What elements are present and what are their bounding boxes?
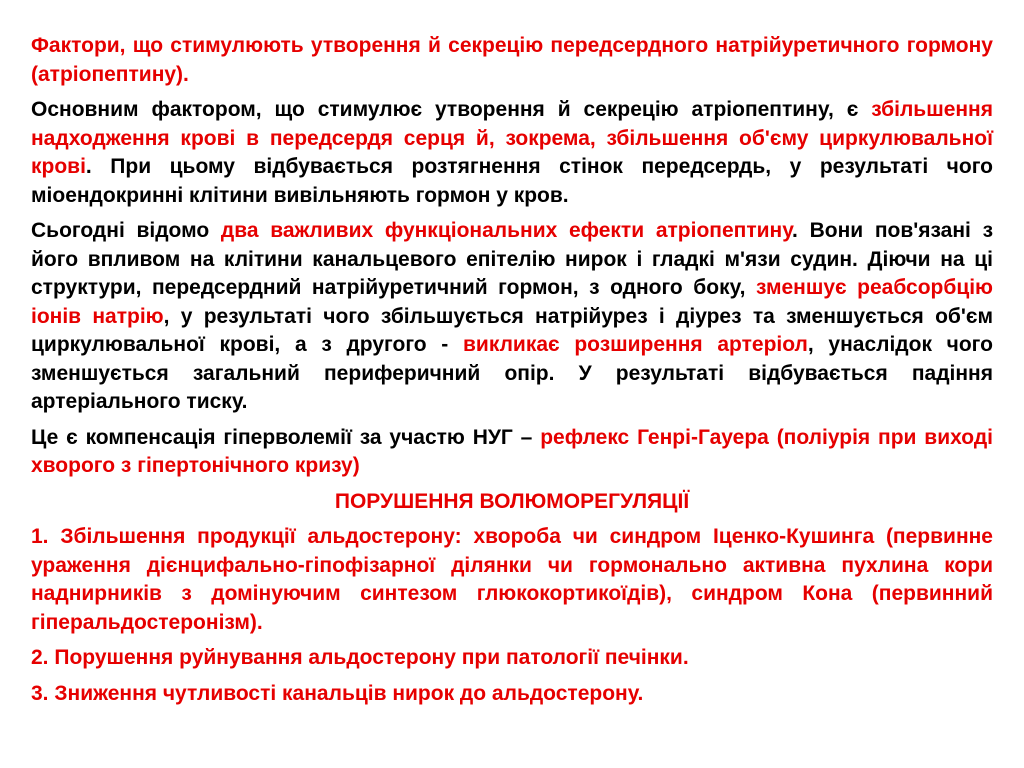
compensation-paragraph [31,424,993,481]
effects-highlight-3: викликає розширення артеріол [463,333,808,356]
section-heading [31,488,993,517]
effects-text-4: , унаслідок чого зменшується загальний периферичний опір. У результаті відбувається падіння артеріального тиску. [31,333,993,413]
effects-highlight-1: два важливих функціональних ефекти атріопептину [220,219,793,242]
effects-text-2: . Вони пов'язані з його впливом на клітини канальцевого епітелію нирок і гладкі м'язи судин. Діючи на ці структури, передсердний натрійуретичний гормон, з одного боку, [31,219,994,299]
effects-text-1: Сьогодні відомо [31,219,221,242]
section-heading-text: ПОРУШЕННЯ ВОЛЮМОРЕГУЛЯЦІЇ [334,489,690,513]
intro-text: Фактори, що стимулюють утворення й секрецію передсердного натрійуретичного гормону (атріопептину). [31,34,993,86]
compensation-highlight: рефлекс Генрі-Гауера (поліурія при виході хворого з гіпертонічного кризу) [31,425,993,477]
list-item-1-text: 1. Збільшення продукції альдостерону: хвороба чи синдром Іценко-Кушинга (первинне ураження дієнцифально-гіпофізарної ділянки чи гормонально активна пухлина кори наднирників з домінуючим синтезом глюкокортикоїдів), синдром Кона (первинний гіперальдостеронізм). [31,525,993,634]
compensation-text: Це є компенсація гіперволемії за участю НУГ – [31,425,541,449]
main-factor-paragraph [31,96,993,210]
list-item-1 [31,523,993,637]
main-factor-highlight: збільшення надходження крові в передсердя серця й, зокрема, збільшення об'єму циркулювальної крові [31,98,993,178]
list-item-2-text: 2. Порушення руйнування альдостерону при патології печінки. [31,646,689,669]
main-factor-text-1: Основним фактором, що стимулює утворення й секрецію атріопептину, є [31,98,872,121]
intro-paragraph [31,32,993,89]
effects-text-3: , у результаті чого збільшується натрійурез і діурез та зменшується об'єм циркулювальної крові, а з другого - [31,304,994,356]
effects-highlight-2: зменшує реабсорбцію іонів натрію [31,276,993,328]
effects-paragraph [31,217,993,417]
list-item-3 [31,680,993,709]
list-item-2 [31,644,993,673]
main-factor-text-2: . При цьому відбувається розтягнення стінок передсердь, у результаті чого міоендокринні клітини вивільняють гормон у кров. [31,155,993,207]
list-item-3-text: 3. Зниження чутливості канальців нирок до альдостерону. [31,681,644,705]
